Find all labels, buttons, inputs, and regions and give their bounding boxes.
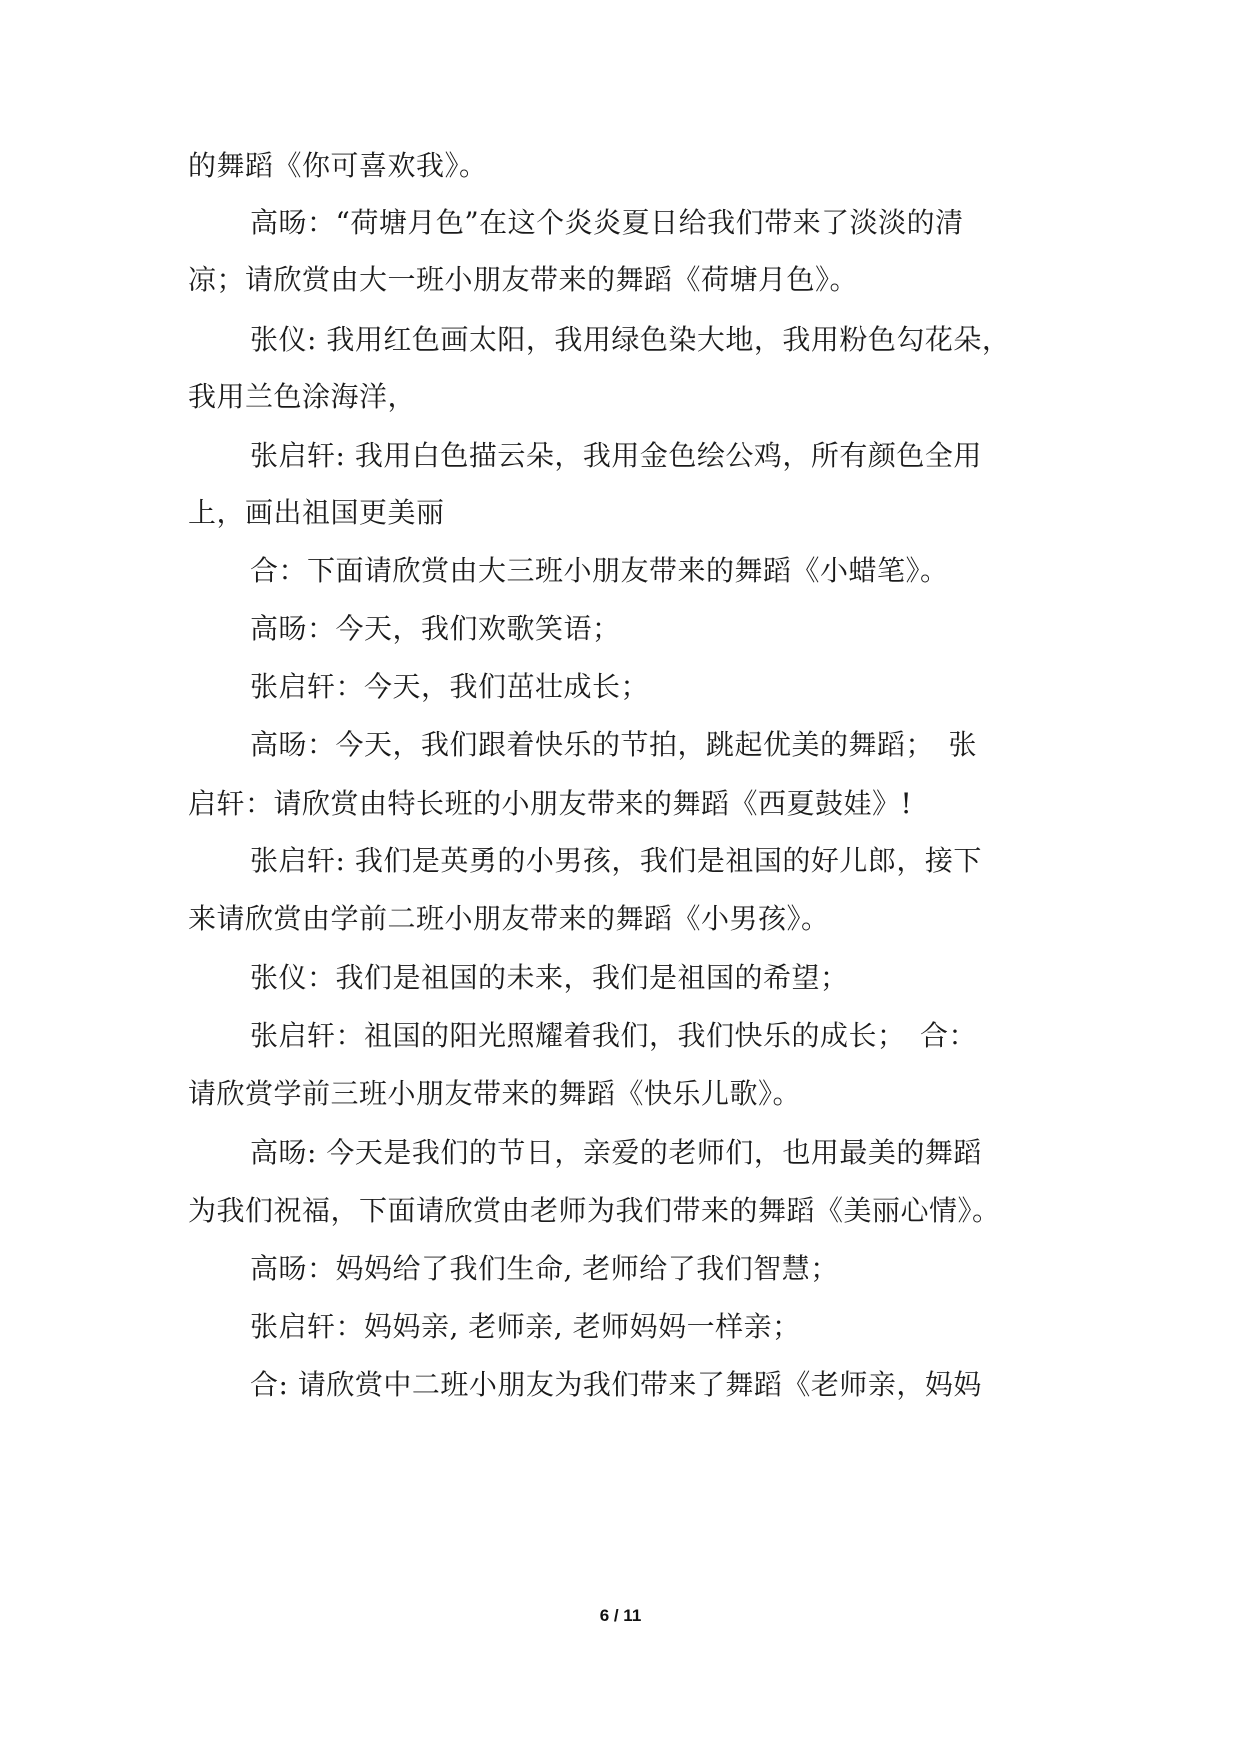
- text-line: 高旸：今天，我们欢歌笑语；: [250, 612, 621, 645]
- text-line: 高旸：妈妈给了我们生命, 老师给了我们智慧；: [250, 1252, 839, 1285]
- text-line: 为我们祝福，下面请欣赏由老师为我们带来的舞蹈《美丽心情》。: [188, 1194, 1001, 1227]
- text-line: 上，画出祖国更美丽: [188, 496, 445, 529]
- text-line: 张启轩：今天，我们茁壮成长；: [250, 670, 650, 703]
- text-line: 张启轩：妈妈亲, 老师亲, 老师妈妈一样亲；: [250, 1310, 801, 1343]
- text-line: 高旸：今天，我们跟着快乐的节拍，跳起优美的舞蹈； 张: [250, 728, 978, 761]
- text-line: 来请欣赏由学前二班小朋友带来的舞蹈《小男孩》。: [188, 902, 830, 935]
- page-number: 6 / 11: [599, 1606, 642, 1625]
- text-line: 高旸：“荷塘月色”在这个炎炎夏日给我们带来了淡淡的清: [250, 206, 964, 239]
- text-line: 凉；请欣赏由大一班小朋友带来的舞蹈《荷塘月色》。: [188, 263, 859, 296]
- text-line: 张启轩：祖国的阳光照耀着我们，我们快乐的成长； 合：: [250, 1019, 978, 1052]
- text-line: 合：下面请欣赏由大三班小朋友带来的舞蹈《小蜡笔》。: [250, 554, 949, 587]
- text-line: 张启轩: 我用白色描云朵，我用金色绘公鸡，所有颜色全用: [250, 439, 982, 472]
- text-line: 的舞蹈《你可喜欢我》。: [188, 149, 488, 182]
- text-line: 合: 请欣赏中二班小朋友为我们带来了舞蹈《老师亲，妈妈: [250, 1368, 982, 1401]
- text-line: 张仪：我们是祖国的未来，我们是祖国的希望；: [250, 961, 849, 994]
- text-line: 高旸: 今天是我们的节日，亲爱的老师们，也用最美的舞蹈: [250, 1136, 982, 1169]
- text-line: 张启轩: 我们是英勇的小男孩，我们是祖国的好儿郎，接下: [250, 844, 982, 877]
- text-line: 我用兰色涂海洋，: [188, 380, 417, 413]
- text-line: 张仪: 我用红色画太阳，我用绿色染大地，我用粉色勾花朵，: [250, 323, 1011, 356]
- text-line: 请欣赏学前三班小朋友带来的舞蹈《快乐儿歌》。: [188, 1077, 802, 1110]
- text-line: 启轩：请欣赏由特长班的小朋友带来的舞蹈《西夏鼓娃》!: [188, 787, 913, 820]
